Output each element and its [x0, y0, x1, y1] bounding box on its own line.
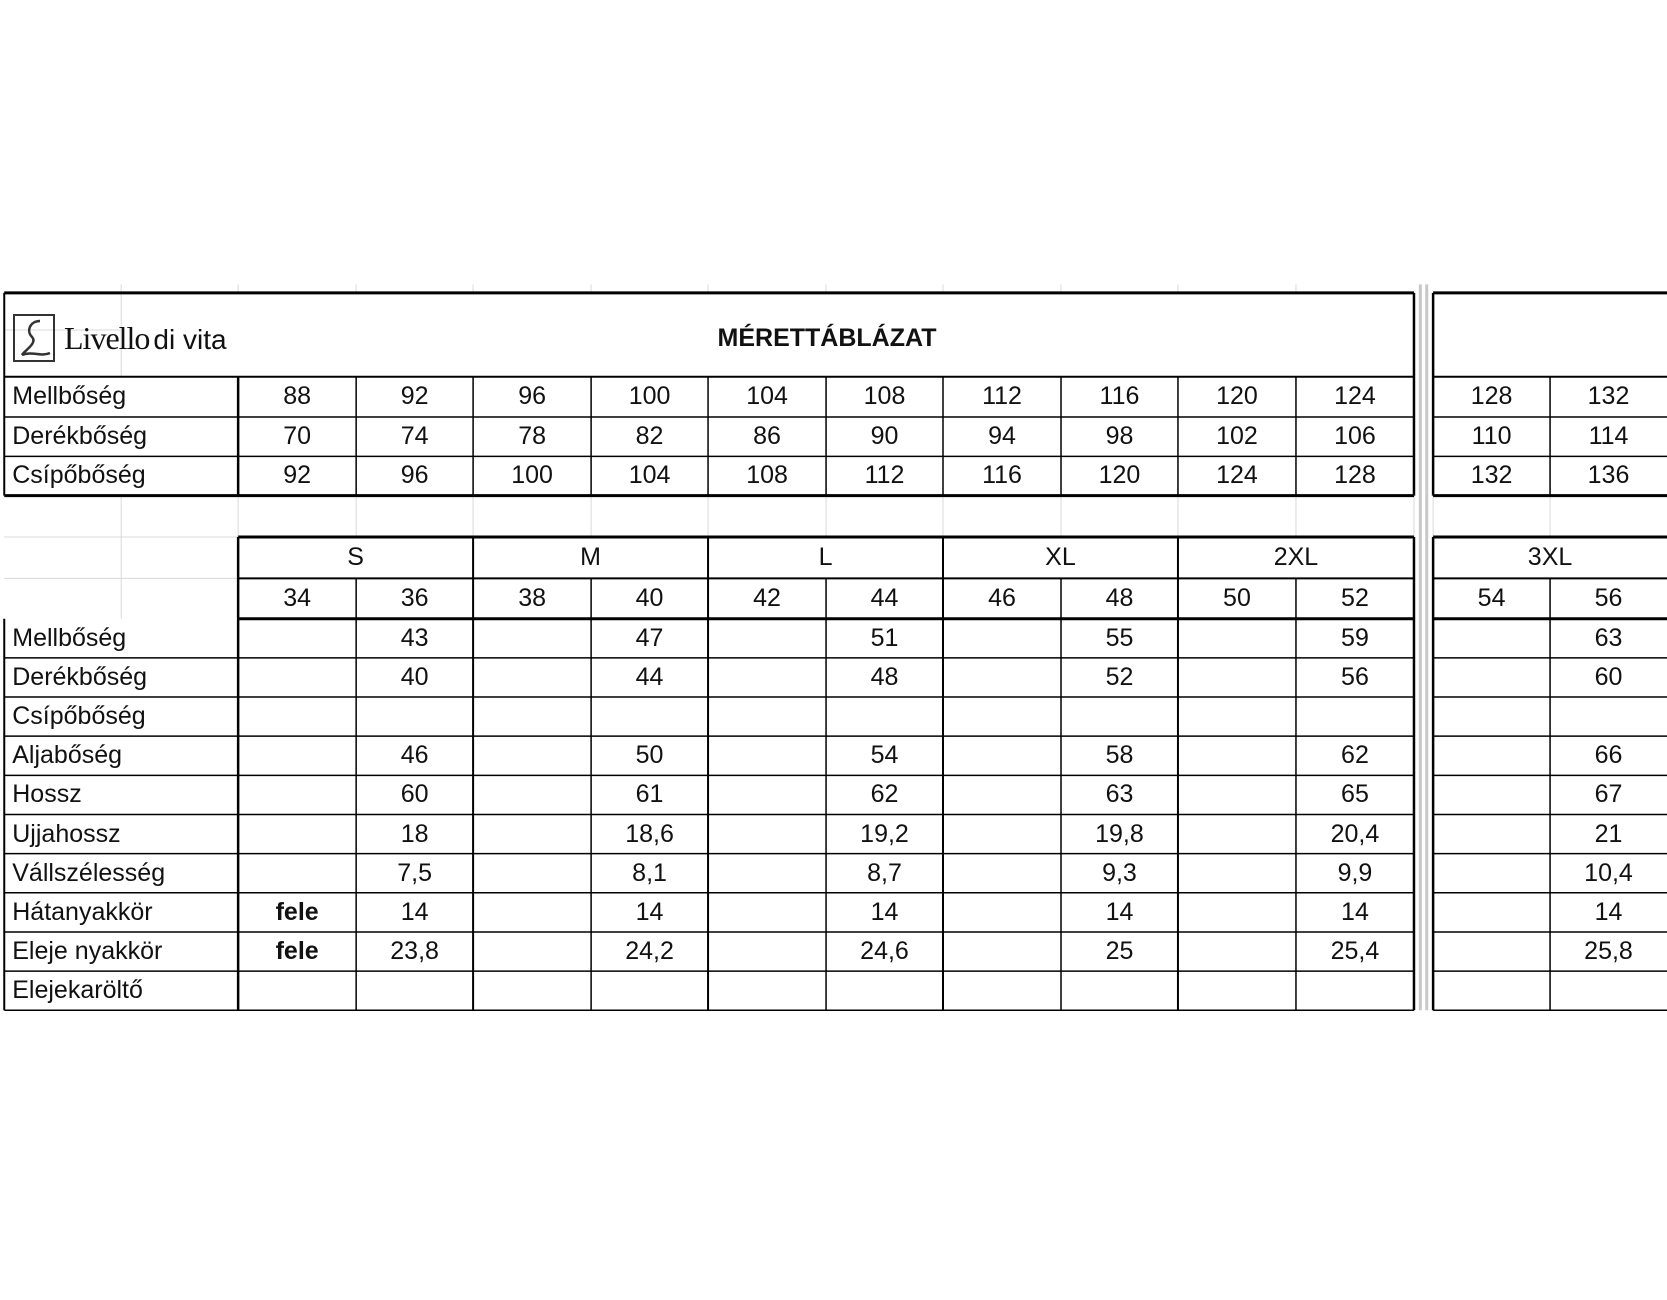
body-cell: 120 [1216, 382, 1258, 411]
garment-row-label: Eleje nyakkör [12, 937, 163, 966]
garment-cell: 59 [1341, 623, 1369, 652]
garment-cell: 58 [1105, 741, 1134, 770]
garment-cell: 24,6 [860, 937, 909, 966]
garment-cell: 18 [400, 819, 429, 848]
garment-row-label: Mellbőség [12, 623, 127, 652]
body-cell: 128 [1334, 461, 1376, 490]
garment-row-label: Elejekaröltő [12, 976, 143, 1005]
garment-cell: 40 [400, 662, 429, 691]
size-group-header: 3XL [1527, 543, 1573, 572]
garment-cell: 63 [1105, 780, 1134, 809]
logo-mark-icon [12, 313, 56, 363]
garment-cell: 8,7 [867, 858, 902, 887]
size-group-header: XL [1045, 543, 1076, 572]
garment-cell: 43 [400, 623, 429, 652]
garment-cell: 62 [1341, 741, 1369, 770]
garment-cell: 44 [635, 662, 664, 691]
garment-cell: 24,2 [625, 937, 674, 966]
garment-cell: 8,1 [632, 858, 667, 887]
size-number-header: 36 [400, 584, 429, 613]
garment-cell: 7,5 [397, 858, 432, 887]
garment-cell: 18,6 [625, 819, 674, 848]
garment-cell: 52 [1105, 662, 1134, 691]
size-number-header: 48 [1105, 584, 1134, 613]
garment-cell: 46 [400, 741, 429, 770]
garment-cell: 25 [1105, 937, 1134, 966]
body-cell: 112 [864, 461, 905, 490]
body-cell: 132 [1470, 461, 1513, 490]
size-number-header: 54 [1477, 584, 1506, 613]
body-cell: 92 [400, 382, 429, 411]
garment-cell: 65 [1341, 780, 1369, 809]
garment-cell: 63 [1594, 623, 1623, 652]
garment-cell: 9,9 [1337, 858, 1373, 887]
body-cell: 100 [628, 382, 671, 411]
garment-cell: 54 [870, 741, 899, 770]
size-number-header: 56 [1594, 584, 1623, 613]
garment-cell: 10,4 [1584, 858, 1633, 887]
size-group-header: M [580, 543, 601, 572]
body-cell: 86 [753, 422, 781, 451]
size-number-header: 34 [283, 584, 312, 613]
size-number-header: 38 [518, 584, 546, 613]
garment-row-label: Vállszélesség [12, 858, 166, 887]
size-group-header: S [347, 543, 364, 572]
body-cell: 104 [628, 461, 671, 490]
body-cell: 102 [1216, 422, 1258, 451]
garment-cell: 60 [400, 780, 429, 809]
garment-cell: 14 [400, 897, 429, 926]
body-cell: 108 [746, 461, 788, 490]
garment-cell: 47 [635, 623, 664, 652]
garment-cell: 60 [1594, 662, 1623, 691]
body-row-label: Mellbőség [12, 382, 127, 411]
size-number-header: 46 [988, 584, 1016, 613]
body-cell: 132 [1587, 382, 1630, 411]
garment-row-label: Hossz [12, 780, 82, 809]
body-cell: 106 [1334, 422, 1376, 451]
size-group-header: 2XL [1273, 543, 1319, 572]
garment-row-label: Aljabőség [12, 741, 123, 770]
size-number-header: 52 [1341, 584, 1369, 613]
body-cell: 92 [283, 461, 312, 490]
garment-row-label: Csípőbőség [12, 702, 146, 731]
garment-cell: 56 [1341, 662, 1369, 691]
garment-cell: 14 [635, 897, 664, 926]
body-cell: 96 [400, 461, 429, 490]
garment-cell: 20,4 [1330, 819, 1380, 848]
body-cell: 104 [746, 382, 788, 411]
garment-cell: 21 [1594, 819, 1623, 848]
body-cell: 82 [635, 422, 664, 451]
garment-cell: 14 [1341, 897, 1369, 926]
body-cell: 88 [283, 382, 312, 411]
body-cell: 78 [518, 422, 546, 451]
body-cell: 90 [870, 422, 899, 451]
brand-logo [12, 306, 227, 370]
garment-cell: 66 [1594, 741, 1623, 770]
body-cell: 116 [1099, 382, 1140, 411]
garment-cell: 14 [870, 897, 899, 926]
garment-cell: 19,2 [860, 819, 909, 848]
body-row-label: Derékbőség [12, 422, 148, 451]
body-cell: 108 [863, 382, 906, 411]
body-cell: 112 [982, 382, 1022, 411]
garment-cell: 14 [1594, 897, 1623, 926]
garment-cell: 50 [635, 741, 664, 770]
size-number-header: 44 [870, 584, 899, 613]
body-row-label: Csípőbőség [12, 461, 146, 490]
logo-brand: Livello [64, 319, 150, 356]
garment-cell: 62 [870, 780, 899, 809]
body-cell: 114 [1588, 422, 1629, 451]
body-cell: 96 [518, 382, 546, 411]
page-title: MÉRETTÁBLÁZAT [717, 323, 937, 352]
garment-cell: 19,8 [1095, 819, 1144, 848]
logo-text [64, 320, 227, 357]
body-cell: 70 [283, 422, 312, 451]
garment-cell: 23,8 [390, 937, 439, 966]
body-cell: 116 [982, 461, 1022, 490]
garment-cell: 25,4 [1330, 937, 1380, 966]
garment-cell: fele [275, 937, 319, 966]
body-cell: 124 [1216, 461, 1258, 490]
size-number-header: 42 [753, 584, 781, 613]
garment-row-label: Hátanyakkör [12, 897, 153, 926]
garment-cell: 9,3 [1102, 858, 1137, 887]
body-cell: 74 [400, 422, 429, 451]
body-cell: 124 [1334, 382, 1376, 411]
size-number-header: 50 [1223, 584, 1251, 613]
size-group-header: L [818, 543, 833, 572]
body-cell: 110 [1471, 422, 1512, 451]
logo-sub: di vita [153, 323, 227, 355]
garment-cell: 55 [1105, 623, 1134, 652]
body-cell: 120 [1098, 461, 1141, 490]
body-cell: 94 [988, 422, 1016, 451]
body-cell: 98 [1105, 422, 1134, 451]
body-cell: 136 [1587, 461, 1630, 490]
body-cell: 128 [1470, 382, 1513, 411]
garment-cell: 61 [635, 780, 664, 809]
garment-row-label: Ujjahossz [12, 819, 121, 848]
size-number-header: 40 [635, 584, 664, 613]
garment-cell: fele [275, 897, 319, 926]
garment-cell: 14 [1105, 897, 1134, 926]
garment-cell: 51 [870, 623, 899, 652]
garment-cell: 25,8 [1584, 937, 1633, 966]
garment-cell: 48 [870, 662, 899, 691]
garment-cell: 67 [1594, 780, 1623, 809]
body-cell: 100 [511, 461, 553, 490]
garment-row-label: Derékbőség [12, 662, 148, 691]
